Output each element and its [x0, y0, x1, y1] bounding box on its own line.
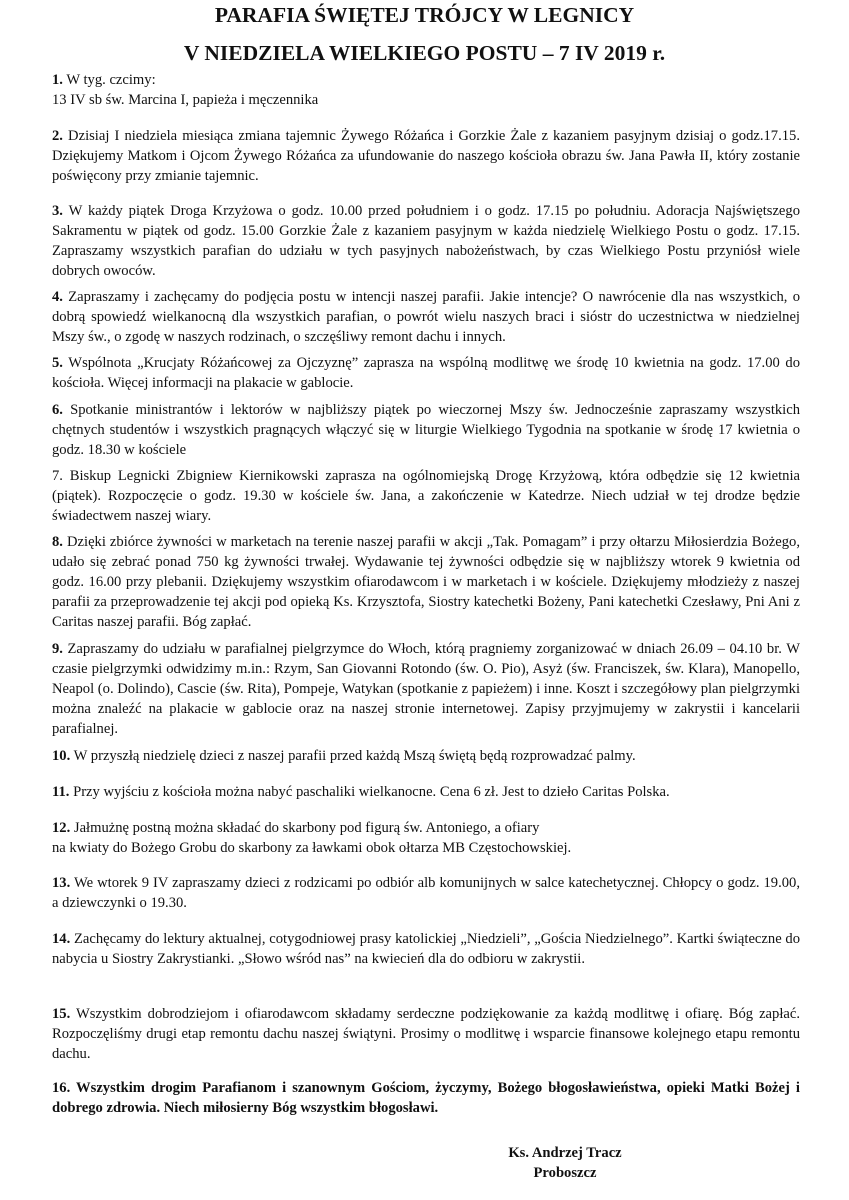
announcement-5 — [52, 353, 800, 393]
announcement-text: Jałmużnę postną można składać do skarbony pod figurą św. Antoniego, a ofiary — [70, 820, 540, 836]
announcement-number: 3. — [52, 203, 63, 219]
announcement-text: Spotkanie ministrantów i lektorów w najbliższy piątek po wieczornej Mszy św. Jednocześnie zapraszamy wszystkich chętnych studentów i wszystkich pragnących włączyć się w liturgie Wielkiego Tygodnia na spotkanie w środę 17 kwietnia o godz. 18.30 w kościele — [52, 402, 800, 458]
announcement-4 — [52, 287, 800, 347]
announcement-14 — [52, 929, 800, 969]
announcement-8 — [52, 532, 800, 632]
signature-role: Proboszcz — [533, 1165, 597, 1181]
announcement-number: 4. — [52, 289, 63, 305]
announcement-number: 5. — [52, 355, 63, 371]
announcement-text: We wtorek 9 IV zapraszamy dzieci z rodzicami po odbiór alb komunijnych w salce katechetycznej. Chłopcy o godz. 19.00, a dziewczynki o 19.30. — [52, 875, 800, 911]
announcement-text: Zachęcamy do lektury aktualnej, cotygodniowej prasy katolickiej „Niedzieli”, „Gościa Niedzielnego”. Kartki świąteczne do nabycia u Siostry Zakrystianki. „Słowo wśród nas” na kwiecień dla do odbioru w zakrystii. — [52, 931, 800, 967]
announcement-number: 7. — [52, 468, 63, 484]
announcement-text: Dzisiaj I niedziela miesiąca zmiana tajemnic Żywego Różańca i Gorzkie Żale z kazaniem pasyjnym dzisiaj o godz.17.15. Dziękujemy Matkom i Ojcom Żywego Różańca za ufundowanie do naszego kościoła obrazu św. Jana Pawła II, który zostanie poświęcony przy zmianie tajemnic. — [52, 128, 800, 184]
announcement-9 — [52, 639, 800, 739]
announcement-text-line2: 13 IV sb św. Marcina I, papieża i męczennika — [52, 92, 319, 108]
announcement-number: 14. — [52, 931, 71, 947]
announcement-number: 1. — [52, 72, 63, 88]
announcement-1 — [52, 70, 800, 110]
announcement-12 — [52, 818, 800, 858]
announcement-number: 12. — [52, 820, 71, 836]
announcement-13 — [52, 873, 800, 913]
announcement-6 — [52, 400, 800, 460]
sunday-title: V NIEDZIELA WIELKIEGO POSTU – 7 IV 2019 r. — [183, 41, 666, 65]
announcement-text: Dzięki zbiórce żywności w marketach na terenie naszej parafii w akcji „Tak. Pomagam” i przy ołtarzu Miłosierdzia Bożego, udało się zebrać ponad 750 kg żywności trwałej. Wydawanie tej żywności odbędzie się w najbliższy wtorek 9 kwietnia od godz. 16.00 przy plebanii. Dziękujemy wszystkim ofiarodawcom i w marketach i w kościele. Dziękujemy młodzieży z naszej parafii za przeprowadzenie tej akcji pod opieką Ks. Krzysztofa, Siostry katechetki Bożeny, Pani katechetki Czesławy, Pni Ani z Caritas naszej parafii. Bóg zapłać. — [52, 534, 800, 630]
announcement-text: W każdy piątek Droga Krzyżowa o godz. 10.00 przed południem i o godz. 17.15 po południu. Adoracja Najświętszego Sakramentu w piątek od godz. 15.00 Gorzkie Żale z kazaniem pasyjnym w każda niedzielę Wielkiego Postu o godz. 17.15. Zapraszamy wszystkich parafian do udziału w tych pasyjnych nabożeństwach, by czas Wielkiego Postu przyniósł wiele dobrych owoców. — [52, 203, 800, 279]
announcement-text: Wszystkim dobrodziejom i ofiarodawcom składamy serdeczne podziękowanie za każdą modlitwę i ofiarę. Bóg zapłać. Rozpoczęliśmy drugi etap remontu dachu naszej świątyni. Prosimy o modlitwę i wsparcie finansowe kolejnego etapu remontu dachu. — [52, 1006, 800, 1062]
announcement-number: 10. — [52, 748, 71, 764]
announcement-number: 15. — [52, 1006, 71, 1022]
announcement-number: 6. — [52, 402, 63, 418]
signature — [500, 1143, 630, 1183]
announcement-10 — [52, 746, 800, 766]
announcement-text: Wspólnota „Krucjaty Różańcowej za Ojczyznę” zaprasza na wspólną modlitwę we środę 10 kwietnia na godz. 17.00 do kościoła. Więcej informacji na plakacie w gablocie. — [52, 355, 800, 391]
announcement-text-line2: na kwiaty do Bożego Grobu do skarbony za ławkami obok ołtarza MB Częstochowskiej. — [52, 840, 572, 856]
announcement-text: Przy wyjściu z kościoła można nabyć paschaliki wielkanocne. Cena 6 zł. Jest to dzieło Caritas Polska. — [69, 784, 670, 800]
announcement-11 — [52, 782, 800, 802]
announcement-number: 2. — [52, 128, 63, 144]
announcement-number: 11. — [52, 784, 70, 800]
announcement-7 — [52, 466, 800, 526]
announcement-2 — [52, 126, 800, 186]
announcement-16 — [52, 1078, 800, 1118]
signature-name: Ks. Andrzej Tracz — [508, 1145, 622, 1161]
parish-title: PARAFIA ŚWIĘTEJ TRÓJCY W LEGNICY — [214, 3, 635, 27]
announcement-text: Wszystkim drogim Parafianom i szanownym Gościom, życzymy, Bożego błogosławieństwa, opieki Matki Bożej i dobrego zdrowia. Niech miłosierny Bóg wszystkim błogosławi. — [52, 1080, 800, 1116]
announcement-text: W przyszłą niedzielę dzieci z naszej parafii przed każdą Mszą świętą będą rozprowadzać palmy. — [70, 748, 636, 764]
announcement-number: 16. — [52, 1080, 71, 1096]
announcement-3 — [52, 201, 800, 281]
announcement-text: Biskup Legnicki Zbigniew Kiernikowski zaprasza na ogólnomiejską Drogę Krzyżową, która odbędzie się 12 kwietnia (piątek). Rozpoczęcie o godz. 19.30 w kościele św. Jana, a zakończenie w Katedrze. Niech udział w tej drodze będzie świadectwem naszej wiary. — [52, 468, 800, 524]
announcement-number: 8. — [52, 534, 63, 550]
announcement-15 — [52, 1004, 800, 1064]
announcement-number: 13. — [52, 875, 71, 891]
announcement-text: Zapraszamy i zachęcamy do podjęcia postu w intencji naszej parafii. Jakie intencje? O nawrócenie dla nas wszystkich, o dobrą spowiedź wielkanocną dla wszystkich parafian, o powrót wielu naszych braci i sióstr do uczestnictwa w niedzielnej Mszy św., o zgodę w naszych rodzinach, o szczęśliwy remont dachu i innych. — [52, 289, 800, 345]
announcement-number: 9. — [52, 641, 63, 657]
announcement-text: Zapraszamy do udziału w parafialnej pielgrzymce do Włoch, którą pragniemy zorganizować w dniach 26.09 – 04.10 br. W czasie pielgrzymki odwidzimy m.in.: Rzym, San Giovanni Rotondo (św. O. Pio), Asyż (św. Franciszek, św. Klara), Manopello, Neapol (o. Dolindo), Cascie (św. Rita), Pompeje, Watykan (spotkanie z papieżem) i inne. Koszt i szczegółowy plan pielgrzymki można znaleźć na plakacie w gablocie oraz na naszej stronie internetowej. Zapisy przyjmujemy w zakrystii i kancelarii parafialnej. — [52, 641, 800, 737]
announcement-text: W tyg. czcimy: — [62, 72, 156, 88]
